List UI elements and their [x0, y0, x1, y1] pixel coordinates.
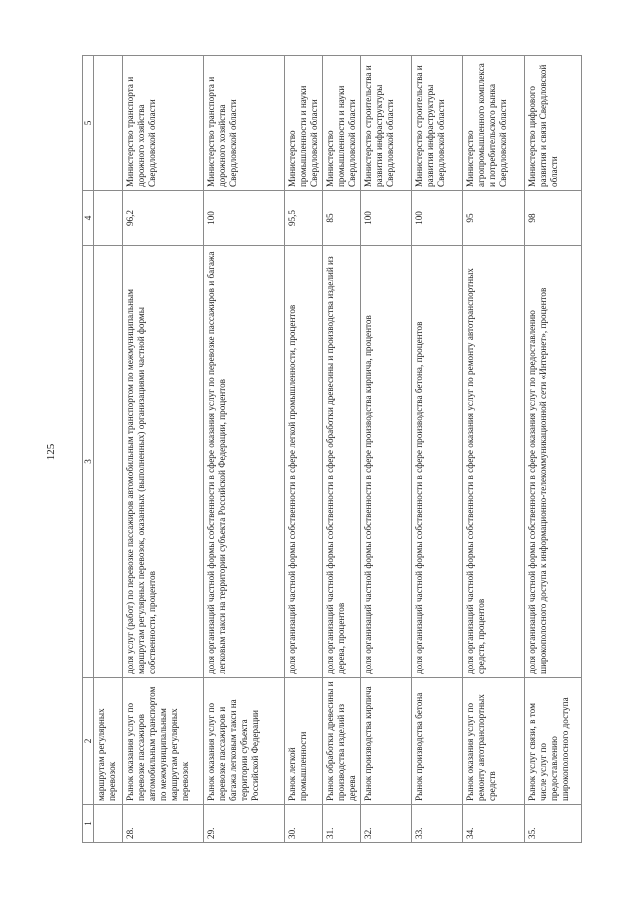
row-number: 31. [323, 805, 361, 843]
market-name: Рынок оказания услуг по перевозке пассажиров автомобильным транспортом по межмуниципальным маршрутам регулярных перевозок [123, 678, 204, 805]
indicator-description: доля организаций частной формы собственности в сфере оказания услуг по ремонту автотранспортных средств, процентов [463, 246, 525, 678]
table-row [123, 56, 204, 843]
responsible-ministry [94, 56, 123, 191]
row-number: 30. [285, 805, 323, 843]
row-number: 32. [361, 805, 412, 843]
row-number: 33. [412, 805, 463, 843]
row-number: 28. [123, 805, 204, 843]
rotated-table-container [82, 56, 572, 843]
indicator-description: доля организаций частной формы собственности в сфере обработки древесины и производства изделий из дерева, процентов [323, 246, 361, 678]
market-name: Рынок производства кирпича [361, 678, 412, 805]
responsible-ministry: Министерство агропромышленного комплекса и потребительского рынка Свердловской области [463, 56, 525, 191]
indicator-value [94, 191, 123, 246]
responsible-ministry: Министерство строительства и развития инфраструктуры Свердловской области [361, 56, 412, 191]
indicator-description: доля организаций частной формы собственности в сфере легкой промышленности, процентов [285, 246, 323, 678]
table-row [323, 56, 361, 843]
indicator-description: доля организаций частной формы собственности в сфере производства кирпича, процентов [361, 246, 412, 678]
indicator-description: доля организаций частной формы собственности в сфере производства бетона, процентов [412, 246, 463, 678]
indicator-value: 100 [412, 191, 463, 246]
indicator-value: 95,5 [285, 191, 323, 246]
responsible-ministry: Министерство промышленности и науки Свердловской области [285, 56, 323, 191]
table-row [361, 56, 412, 843]
indicator-value: 96,2 [123, 191, 204, 246]
market-name: маршрутам регулярных перевозок [94, 678, 123, 805]
responsible-ministry: Министерство транспорта и дорожного хозяйства Свердловской области [204, 56, 285, 191]
table-row [463, 56, 525, 843]
market-name: Рынок оказания услуг по ремонту автотранспортных средств [463, 678, 525, 805]
row-number: 29. [204, 805, 285, 843]
market-name: Рынок производства бетона [412, 678, 463, 805]
header-col-1: 1 [83, 805, 94, 843]
table-row [412, 56, 463, 843]
market-name: Рынок оказания услуг по перевозке пассажиров и багажа легковым такси на территории субъекта Российской Федерации [204, 678, 285, 805]
indicator-description: доля организаций частной формы собственности в сфере оказания услуг по перевозке пассажиров и багажа легковым такси на территории субъекта Российской Федерации, процентов [204, 246, 285, 678]
table-row-continuation [94, 56, 123, 843]
row-number [94, 805, 123, 843]
row-number: 34. [463, 805, 525, 843]
responsible-ministry: Министерство промышленности и науки Свердловской области [323, 56, 361, 191]
indicator-value: 95 [463, 191, 525, 246]
indicator-value: 85 [323, 191, 361, 246]
responsible-ministry: Министерство транспорта и дорожного хозяйства Свердловской области [123, 56, 204, 191]
header-col-3: 3 [83, 246, 94, 678]
responsible-ministry: Министерство цифрового развития и связи Свердловской области [525, 56, 582, 191]
market-name: Рынок обработки древесины и производства изделий из дерева [323, 678, 361, 805]
market-name: Рынок услуг связи, в том числе услуг по предоставлению широкополосного доступа [525, 678, 582, 805]
indicator-value: 100 [204, 191, 285, 246]
page-number: 125 [45, 443, 57, 461]
header-col-4: 4 [83, 191, 94, 246]
table-header-row [83, 56, 94, 843]
indicator-description [94, 246, 123, 678]
indicator-description: доля организаций частной формы собственности в сфере оказания услуг по предоставлению широкополосного доступа к информационно-телекоммуникационной сети «Интернет», процентов [525, 246, 582, 678]
indicator-description: доля услуг (работ) по перевозке пассажиров автомобильным транспортом по межмуниципальным маршрутам регулярных перевозок, оказанных (выполненных) организациями частной формы собственности, процентов [123, 246, 204, 678]
responsible-ministry: Министерство строительства и развития инфраструктуры Свердловской области [412, 56, 463, 191]
competition-markets-table [82, 55, 582, 843]
market-name: Рынок легкой промышленности [285, 678, 323, 805]
table-row [204, 56, 285, 843]
header-col-2: 2 [83, 678, 94, 805]
table-row [285, 56, 323, 843]
header-col-5: 5 [83, 56, 94, 191]
table-row [525, 56, 582, 843]
indicator-value: 98 [525, 191, 582, 246]
row-number: 35. [525, 805, 582, 843]
indicator-value: 100 [361, 191, 412, 246]
